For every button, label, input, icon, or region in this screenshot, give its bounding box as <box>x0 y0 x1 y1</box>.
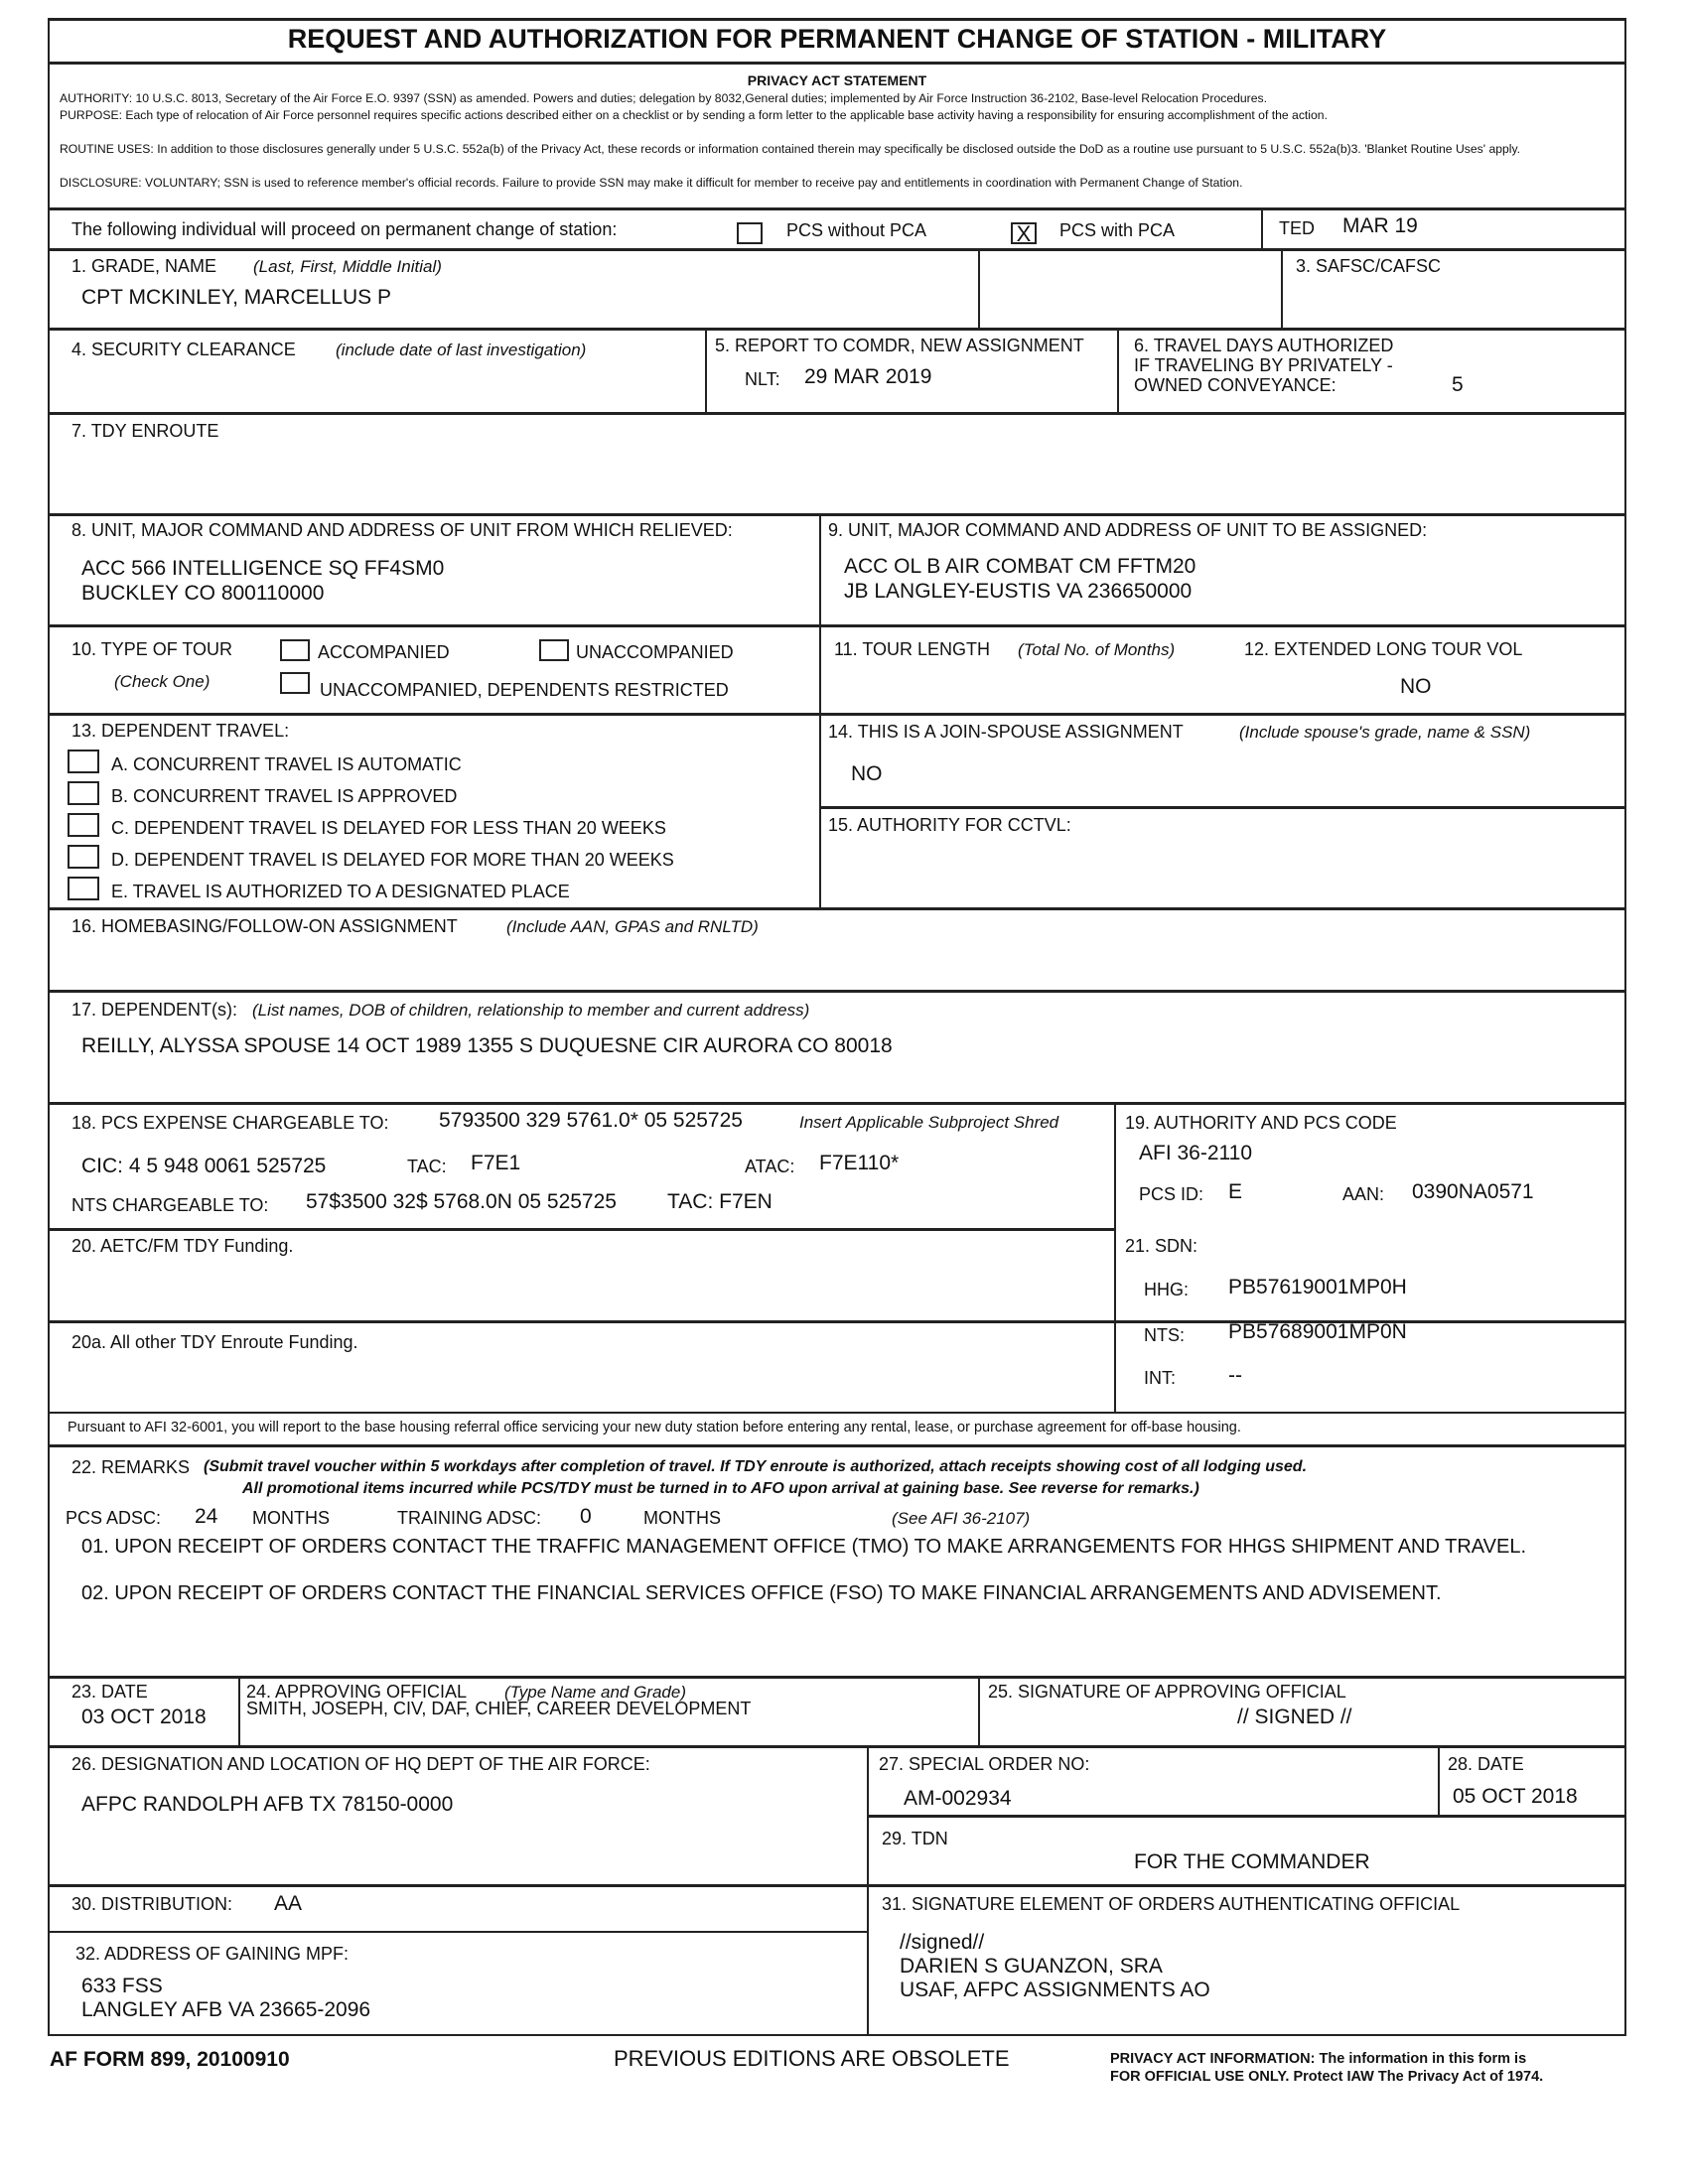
pcs-without-pca-checkbox[interactable] <box>737 222 763 244</box>
pcs-code-label: 19. AUTHORITY AND PCS CODE <box>1125 1113 1397 1133</box>
cic-value: CIC: 4 5 948 0061 525725 <box>81 1155 327 1177</box>
homebasing-label: 16. HOMEBASING/FOLLOW-ON ASSIGNMENT <box>71 916 458 936</box>
pcs-id-value: E <box>1228 1180 1243 1203</box>
dependent-travel-d-checkbox[interactable] <box>68 845 99 869</box>
dependent-travel-e-label: E. TRAVEL IS AUTHORIZED TO A DESIGNATED PLACE <box>111 882 570 901</box>
grade-name-value: CPT MCKINLEY, MARCELLUS P <box>81 286 391 309</box>
hhg-value: PB57619001MP0H <box>1228 1276 1407 1298</box>
report-to-label: 5. REPORT TO COMDR, NEW ASSIGNMENT <box>715 336 1084 355</box>
dependents-value: REILLY, ALYSSA SPOUSE 14 OCT 1989 1355 S DUQUESNE CIR AURORA CO 80018 <box>81 1034 893 1057</box>
grade-name-hint: (Last, First, Middle Initial) <box>253 257 442 276</box>
int-label: INT: <box>1144 1368 1177 1388</box>
rule <box>48 1228 1114 1231</box>
rule <box>705 328 707 412</box>
dependent-travel-c-checkbox[interactable] <box>68 813 99 837</box>
hq-designation-value: AFPC RANDOLPH AFB TX 78150-0000 <box>81 1793 454 1816</box>
join-spouse-hint: (Include spouse's grade, name & SSN) <box>1239 723 1531 742</box>
date-23-label: 23. DATE <box>71 1682 148 1702</box>
rule <box>48 907 1626 910</box>
atac-value: F7E110* <box>819 1152 900 1174</box>
approving-official-hint: (Type Name and Grade) <box>504 1683 686 1702</box>
rule <box>48 1745 1626 1748</box>
tdn-label: 29. TDN <box>882 1829 948 1848</box>
remarks-hint-1: (Submit travel voucher within 5 workdays after completion of travel. If TDY enroute is authorized, attach receipts showing cost of all lodging used. <box>204 1458 1308 1475</box>
security-clearance-label: 4. SECURITY CLEARANCE <box>71 340 296 359</box>
tour-length-hint: (Total No. of Months) <box>1018 640 1176 659</box>
gaining-mpf-label: 32. ADDRESS OF GAINING MPF: <box>75 1944 350 1964</box>
join-spouse-value: NO <box>851 762 883 785</box>
date-23-value: 03 OCT 2018 <box>81 1706 207 1728</box>
see-afi-note: (See AFI 36-2107) <box>892 1509 1031 1528</box>
remarks-label: 22. REMARKS <box>71 1457 191 1477</box>
privacy-routine-uses: ROUTINE USES: In addition to those disclosures generally under 5 U.S.C. 552a(b) of the Privacy Act, these records or information contained therein may specifically be disclosed outside the DoD as a routine use pursuant to 5 U.S.C. 552a(b)3. 'Blanket Routine Uses' apply. <box>60 142 1521 156</box>
authenticating-official-label: 31. SIGNATURE ELEMENT OF ORDERS AUTHENTICATING OFFICIAL <box>882 1894 1461 1914</box>
unit-assigned-label: 9. UNIT, MAJOR COMMAND AND ADDRESS OF UNIT TO BE ASSIGNED: <box>828 520 1428 540</box>
extended-tour-label: 12. EXTENDED LONG TOUR VOL <box>1244 639 1523 659</box>
remark-1: 01. UPON RECEIPT OF ORDERS CONTACT THE TRAFFIC MANAGEMENT OFFICE (TMO) TO MAKE ARRANGEMENTS FOR HHGS SHIPMENT AND TRAVEL. <box>81 1536 1526 1558</box>
nlt-label: NLT: <box>745 369 780 389</box>
gaining-mpf-line1: 633 FSS <box>81 1975 163 1997</box>
pcs-adsc-value: 24 <box>195 1505 218 1528</box>
hq-designation-label: 26. DESIGNATION AND LOCATION OF HQ DEPT OF THE AIR FORCE: <box>71 1754 650 1774</box>
tdy-enroute-label: 7. TDY ENROUTE <box>71 421 219 441</box>
nts-tac-value: TAC: F7EN <box>667 1190 773 1213</box>
pcs-expense-value: 5793500 329 5761.0* 05 525725 <box>439 1109 743 1132</box>
travel-days-label-2: IF TRAVELING BY PRIVATELY - <box>1134 355 1393 375</box>
tdn-value: FOR THE COMMANDER <box>1134 1850 1370 1873</box>
travel-days-value: 5 <box>1452 373 1464 396</box>
nts-chargeable-label: NTS CHARGEABLE TO: <box>71 1195 269 1215</box>
distribution-label: 30. DISTRIBUTION: <box>71 1894 233 1914</box>
tac-label: TAC: <box>407 1157 447 1176</box>
rule <box>1261 207 1263 248</box>
tour-type-check-one: (Check One) <box>114 672 211 691</box>
unit-relieved-label: 8. UNIT, MAJOR COMMAND AND ADDRESS OF UNIT FROM WHICH RELIEVED: <box>71 520 733 540</box>
aan-label: AAN: <box>1342 1184 1385 1204</box>
form-frame <box>48 18 1626 2036</box>
date-28-label: 28. DATE <box>1448 1754 1524 1774</box>
rule <box>819 513 821 624</box>
rule <box>48 248 1626 251</box>
training-adsc-value: 0 <box>580 1505 592 1528</box>
dependents-restricted-label: UNACCOMPANIED, DEPENDENTS RESTRICTED <box>320 680 729 700</box>
rule <box>978 1676 980 1745</box>
pcs-id-label: PCS ID: <box>1139 1184 1204 1204</box>
pcs-adsc-months: MONTHS <box>252 1508 330 1528</box>
training-adsc-label: TRAINING ADSC: <box>397 1508 542 1528</box>
rule <box>48 990 1626 993</box>
dependent-travel-b-checkbox[interactable] <box>68 781 99 805</box>
remarks-hint-2: All promotional items incurred while PCS/TDY must be turned in to AFO upon arrival at gaining base. See reverse for remarks.) <box>242 1480 1199 1497</box>
dependent-travel-c-label: C. DEPENDENT TRAVEL IS DELAYED FOR LESS THAN 20 WEEKS <box>111 818 666 838</box>
join-spouse-label: 14. THIS IS A JOIN-SPOUSE ASSIGNMENT <box>828 722 1184 742</box>
rule <box>48 1412 1626 1414</box>
tac-value: F7E1 <box>471 1152 521 1174</box>
tour-type-label: 10. TYPE OF TOUR <box>71 639 233 659</box>
rule <box>48 207 1626 210</box>
accompanied-label: ACCOMPANIED <box>318 642 450 662</box>
dependents-label: 17. DEPENDENT(s): <box>71 1000 238 1020</box>
sdn-nts-value: PB57689001MP0N <box>1228 1320 1407 1343</box>
pcs-adsc-label: PCS ADSC: <box>66 1508 162 1528</box>
authenticating-signature: //signed// <box>900 1931 985 1954</box>
dependents-hint: (List names, DOB of children, relationship to member and current address) <box>252 1001 810 1020</box>
rule <box>48 513 1626 516</box>
obsolete-notice: PREVIOUS EDITIONS ARE OBSOLETE <box>614 2046 1010 2071</box>
privacy-footer-1: PRIVACY ACT INFORMATION: The information in this form is <box>1110 2051 1527 2067</box>
rule <box>867 1745 869 2036</box>
housing-note: Pursuant to AFI 32-6001, you will report to the base housing referral office servicing your new duty station before entering any rental, lease, or purchase agreement for off-base housing. <box>68 1420 1241 1435</box>
form-title: REQUEST AND AUTHORIZATION FOR PERMANENT CHANGE OF STATION - MILITARY <box>287 24 1387 54</box>
privacy-purpose: PURPOSE: Each type of relocation of Air Force personnel requires specific actions described either on a checklist or by sending a form letter to the applicable base activity having a responsibility for ensuring accomplishment of the action. <box>60 108 1328 122</box>
approving-signature-label: 25. SIGNATURE OF APPROVING OFFICIAL <box>988 1682 1346 1702</box>
extended-tour-value: NO <box>1400 675 1432 698</box>
approving-official-value: SMITH, JOSEPH, CIV, DAF, CHIEF, CAREER DEVELOPMENT <box>246 1699 752 1718</box>
travel-days-label-3: OWNED CONVEYANCE: <box>1134 375 1336 395</box>
dependent-travel-b-label: B. CONCURRENT TRAVEL IS APPROVED <box>111 786 458 806</box>
date-28-value: 05 OCT 2018 <box>1453 1785 1578 1808</box>
rule <box>48 1102 1626 1105</box>
unit-assigned-line2: JB LANGLEY-EUSTIS VA 236650000 <box>844 580 1193 603</box>
aan-value: 0390NA0571 <box>1412 1180 1534 1203</box>
rule <box>48 62 1626 65</box>
rule <box>1117 328 1119 412</box>
int-value: -- <box>1228 1364 1242 1387</box>
rule <box>48 1931 867 1933</box>
dependent-travel-label: 13. DEPENDENT TRAVEL: <box>71 721 290 741</box>
rule <box>48 412 1626 415</box>
rule <box>867 1815 1626 1818</box>
gaining-mpf-line2: LANGLEY AFB VA 23665-2096 <box>81 1998 371 2021</box>
rule <box>978 248 980 328</box>
cctvl-authority-label: 15. AUTHORITY FOR CCTVL: <box>828 815 1071 835</box>
authenticating-title: USAF, AFPC ASSIGNMENTS AO <box>900 1979 1210 2001</box>
privacy-footer-2: FOR OFFICIAL USE ONLY. Protect IAW The Privacy Act of 1974. <box>1110 2069 1544 2085</box>
rule <box>48 1444 1626 1447</box>
dependents-restricted-checkbox[interactable] <box>280 672 310 694</box>
form-id: AF FORM 899, 20100910 <box>50 2048 290 2071</box>
pcs-without-pca-label: PCS without PCA <box>786 220 927 240</box>
pcs-authority-value: AFI 36-2110 <box>1139 1142 1253 1164</box>
rule <box>1438 1745 1440 1815</box>
other-tdy-funding-label: 20a. All other TDY Enroute Funding. <box>71 1332 358 1352</box>
unaccompanied-checkbox[interactable] <box>539 639 569 661</box>
pcs-with-pca-checkbox[interactable]: X <box>1011 222 1037 244</box>
aetc-funding-label: 20. AETC/FM TDY Funding. <box>71 1236 294 1256</box>
rule <box>819 713 821 907</box>
rule <box>1114 1102 1116 1412</box>
privacy-authority: AUTHORITY: 10 U.S.C. 8013, Secretary of the Air Force E.O. 9397 (SSN) as amended. Powers and duties; delegation by 8032,General duties; implemented by Air Force Instruction 36-2102, Base-level Relocation Procedures. <box>60 91 1267 105</box>
rule <box>48 713 1626 716</box>
rule <box>48 1676 1626 1679</box>
rule <box>1281 248 1283 328</box>
special-order-value: AM-002934 <box>904 1787 1012 1810</box>
approving-official-label: 24. APPROVING OFFICIAL <box>246 1682 468 1702</box>
rule <box>238 1676 240 1745</box>
security-clearance-hint: (include date of last investigation) <box>336 341 587 359</box>
approving-signature-value: // SIGNED // <box>1237 1706 1352 1728</box>
pcs-expense-label: 18. PCS EXPENSE CHARGEABLE TO: <box>71 1113 389 1133</box>
pcs-expense-hint: Insert Applicable Subproject Shred <box>799 1113 1059 1132</box>
privacy-heading: PRIVACY ACT STATEMENT <box>747 72 927 88</box>
homebasing-hint: (Include AAN, GPAS and RNLTD) <box>506 917 759 936</box>
rule <box>48 1884 1626 1887</box>
tour-length-label: 11. TOUR LENGTH <box>834 639 991 659</box>
grade-name-label: 1. GRADE, NAME <box>71 256 217 276</box>
dependent-travel-a-checkbox[interactable] <box>68 750 99 773</box>
travel-days-label-1: 6. TRAVEL DAYS AUTHORIZED <box>1134 336 1394 355</box>
rule <box>48 328 1626 331</box>
training-adsc-months: MONTHS <box>643 1508 721 1528</box>
sdn-label: 21. SDN: <box>1125 1236 1198 1256</box>
rule <box>819 624 821 713</box>
privacy-disclosure: DISCLOSURE: VOLUNTARY; SSN is used to reference member's official records. Failure to provide SSN may make it difficult for member to receive pay and entitlements in coordination with Permanent Change of Station. <box>60 176 1243 190</box>
unit-assigned-line1: ACC OL B AIR COMBAT CM FFTM20 <box>844 555 1196 578</box>
pcs-with-pca-label: PCS with PCA <box>1059 220 1176 240</box>
proceed-label: The following individual will proceed on permanent change of station: <box>71 219 618 239</box>
atac-label: ATAC: <box>745 1157 795 1176</box>
ted-label: TED <box>1279 218 1315 238</box>
rule <box>48 624 1626 627</box>
special-order-label: 27. SPECIAL ORDER NO: <box>879 1754 1090 1774</box>
accompanied-checkbox[interactable] <box>280 639 310 661</box>
authenticating-name: DARIEN S GUANZON, SRA <box>900 1955 1163 1978</box>
distribution-value: AA <box>274 1892 303 1915</box>
sdn-nts-label: NTS: <box>1144 1325 1186 1345</box>
dependent-travel-e-checkbox[interactable] <box>68 877 99 900</box>
hhg-label: HHG: <box>1144 1280 1189 1299</box>
unit-relieved-line1: ACC 566 INTELLIGENCE SQ FF4SM0 <box>81 557 445 580</box>
dependent-travel-a-label: A. CONCURRENT TRAVEL IS AUTOMATIC <box>111 754 462 774</box>
rule <box>819 806 1626 809</box>
unit-relieved-line2: BUCKLEY CO 800110000 <box>81 582 325 605</box>
remark-2: 02. UPON RECEIPT OF ORDERS CONTACT THE FINANCIAL SERVICES OFFICE (FSO) TO MAKE FINANCIAL ARRANGEMENTS AND ADVISEMENT. <box>81 1582 1442 1604</box>
report-nlt-value: 29 MAR 2019 <box>804 365 932 388</box>
safsc-label: 3. SAFSC/CAFSC <box>1296 256 1442 276</box>
dependent-travel-d-label: D. DEPENDENT TRAVEL IS DELAYED FOR MORE THAN 20 WEEKS <box>111 850 674 870</box>
unaccompanied-label: UNACCOMPANIED <box>576 642 734 662</box>
nts-chargeable-value: 57$3500 32$ 5768.0N 05 525725 <box>306 1190 617 1213</box>
ted-value: MAR 19 <box>1342 214 1418 237</box>
